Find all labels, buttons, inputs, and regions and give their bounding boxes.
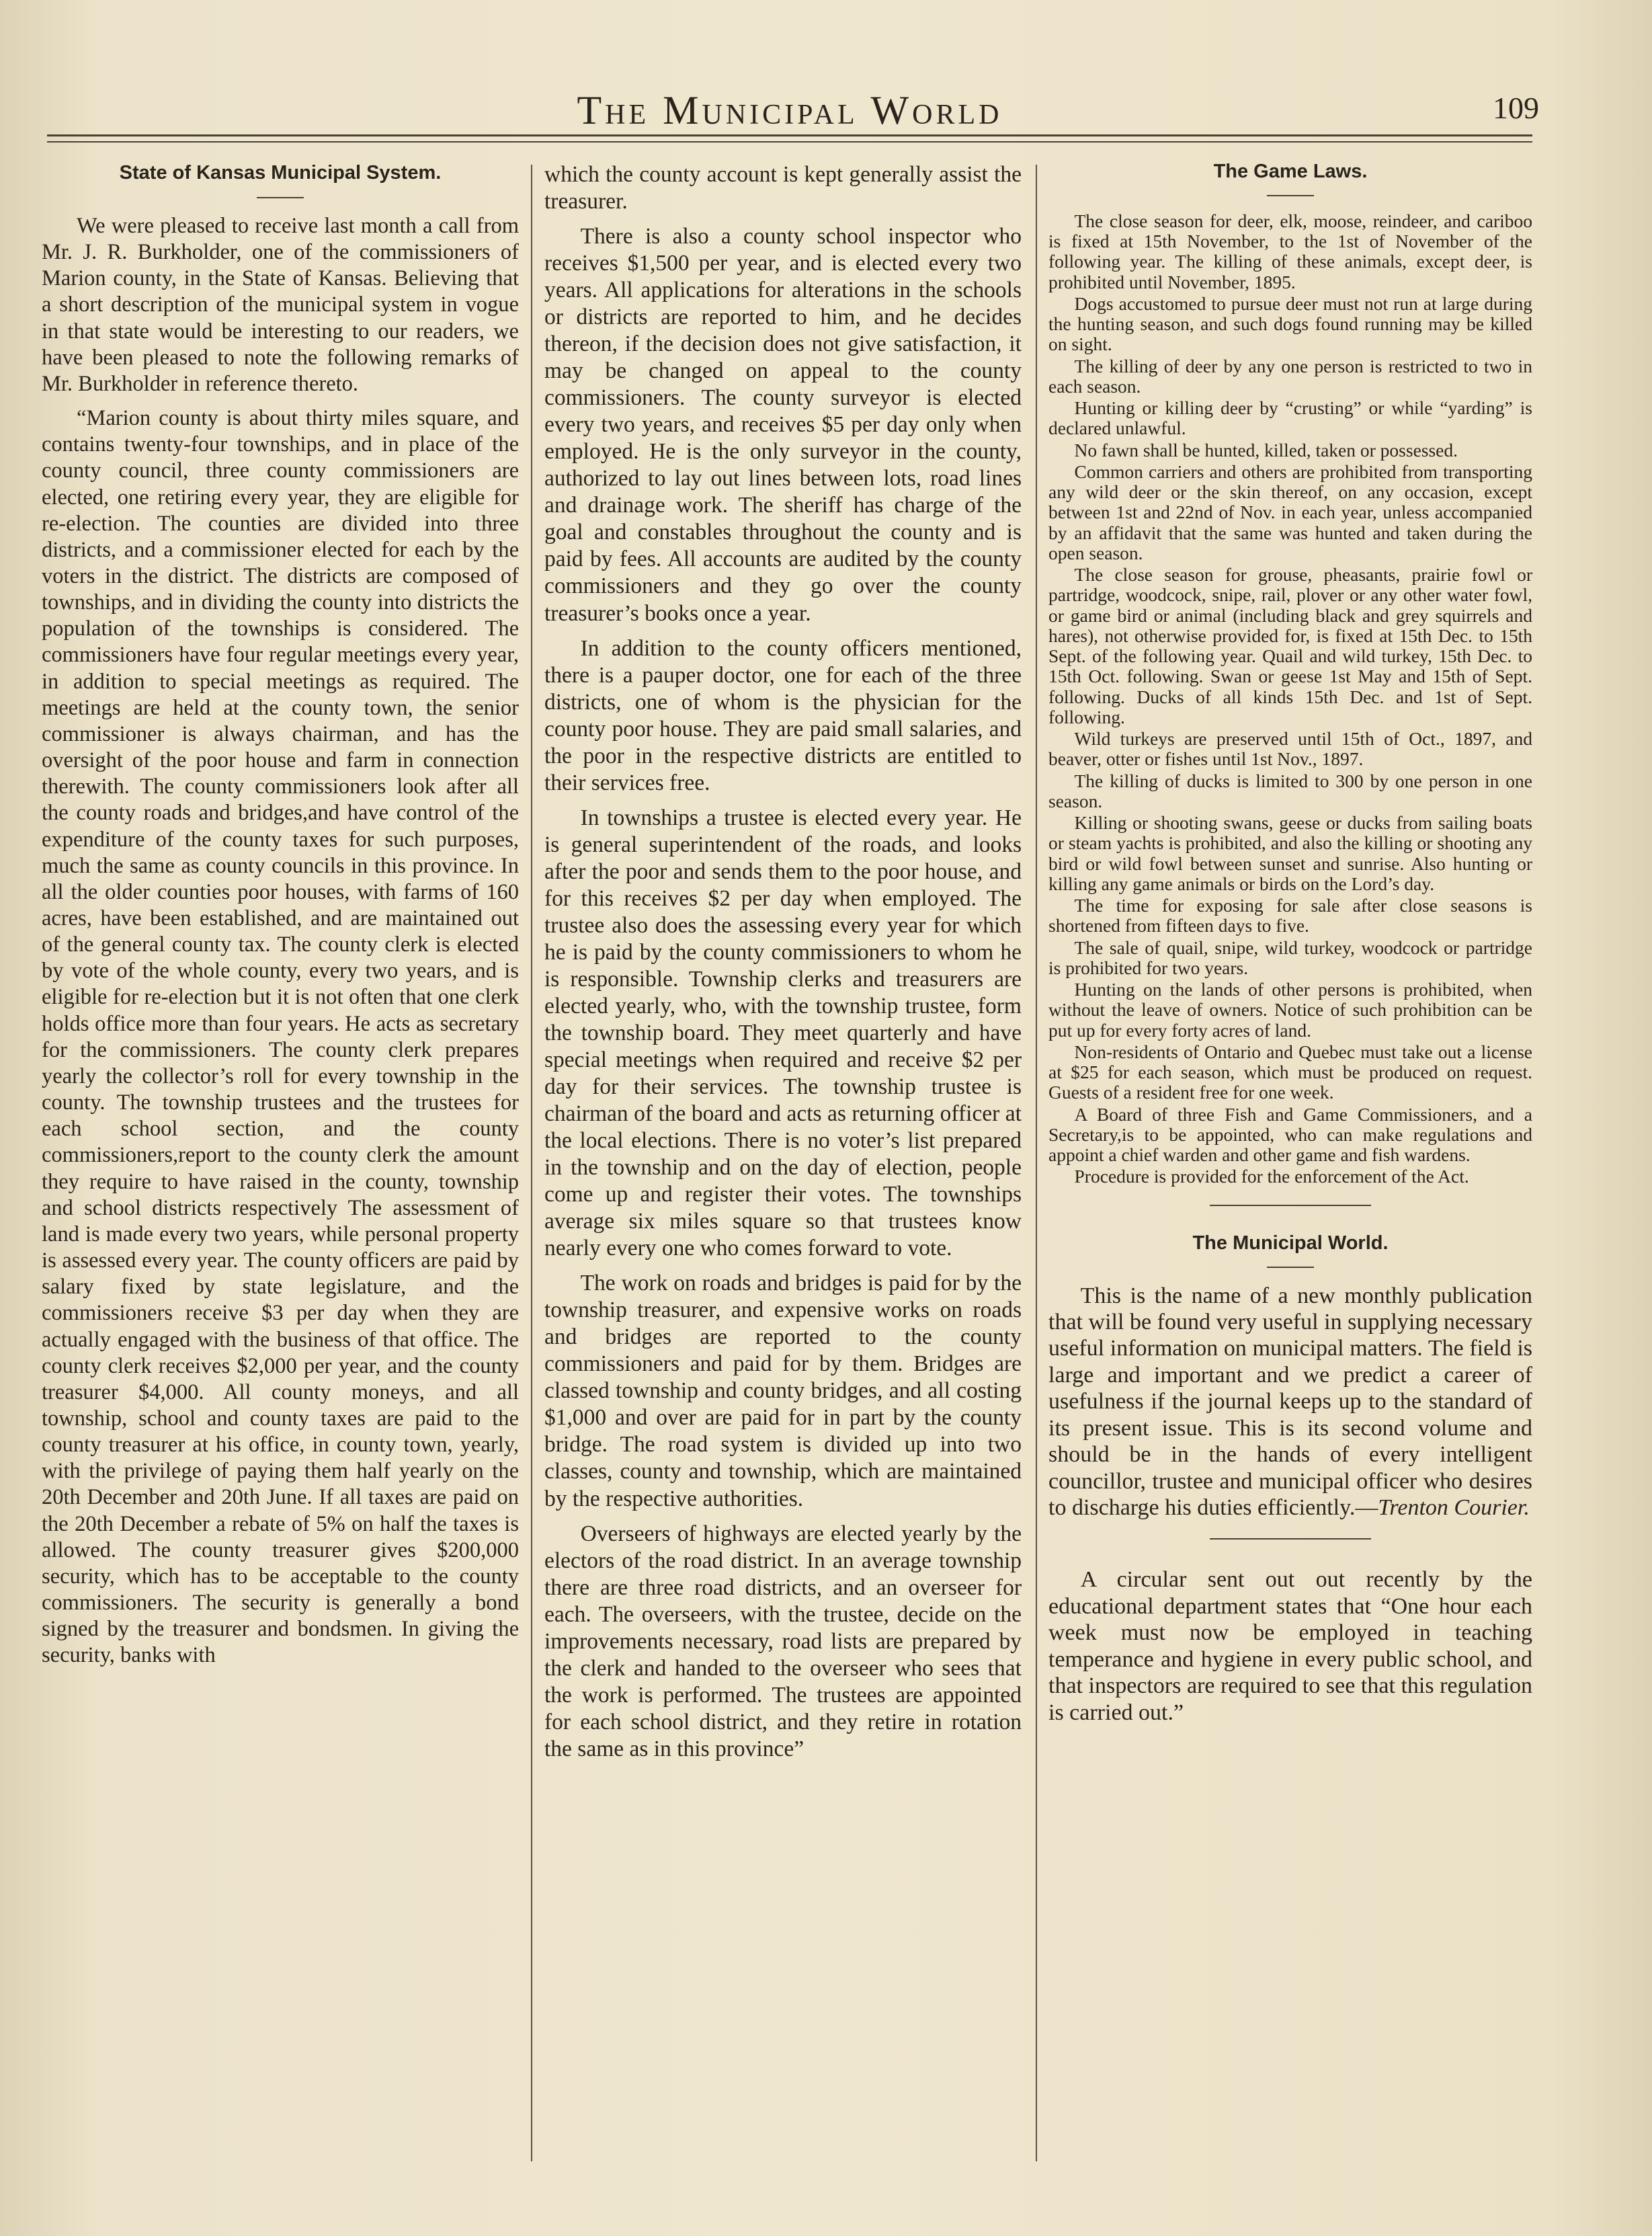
- paragraph: Killing or shooting swans, geese or ducks from sailing boats or steam yachts is prohibited, and also the killing or shooting any bird or wild fowl between sunset and sunrise. Also hunting or killing any game animals or birds on the Lord’s day.: [1048, 812, 1532, 894]
- paragraph: The close season for grouse, pheasants, prairie fowl or partridge, woodcock, snipe, rail, plover or any other water fowl, or game bird or animal (including black and grey squirrels and hares), not otherwise provided for, is fixed at 15th Dec. to 15th Sept. of the following year. Quail and wild turkey, 15th Dec. to 15th Oct. following. Swan or geese 1st May and 15th of Sept. following. Ducks of all kinds 15th Dec. and 1st of Sept. following.: [1048, 564, 1532, 727]
- header-rule-thin: [47, 141, 1532, 143]
- paragraph: The work on roads and bridges is paid for by the township treasurer, and expensive works on roads and bridges are reported to the county commissioners and paid for by them. Bridges are classed township and county bridges, and all costing $1,000 and over are paid for in part by the county bridge. The road system is divided up into two classes, county and township, which are maintained by the respective authorities.: [544, 1271, 1022, 1511]
- article-title-municipal-world: The Municipal World.: [1192, 1232, 1389, 1254]
- article-title-kansas: State of Kansas Municipal System.: [119, 162, 442, 184]
- column-divider: [531, 165, 532, 2161]
- paragraph: “Marion county is about thirty miles square, and contains twenty-four townships, and in place of the county council, three county commissioners are elected, one retiring every year, they are eligible for re-election. The counties are divided into three districts, and a commissioner elected for each by the voters in the district. The districts are composed of townships, and in dividing the county into districts the population of the townships is considered. The commissioners have four regular meetings every year, in addition to special meetings as required. The meetings are held at the county town, the senior commissioner is always chairman, and has the oversight of the poor house and farm in connection therewith. The county commissioners look after all the county roads and bridges,and have control of the expenditure of the county taxes for such purposes, much the same as county councils in this province. In all the older counties poor houses, with farms of 160 acres, have been established, and are maintained out of the general county tax. The county clerk is elected by vote of the whole county, every two years, and is eligible for re-election but it is not often that one clerk holds office more than four years. He acts as secretary for the commissioners. The county clerk prepares yearly the collector’s roll for every township in the county. The township trustees and the trustees for each school section, and the county commissioners,report to the county clerk the amount they require to have raised in the county, township and school districts respectively The assessment of land is made every two years, while personal property is assessed every year. The county officers are paid by salary fixed by state legislature, and the commissioners receive $3 per day when they are actually engaged with the business of that office. The county clerk receives $2,000 per year, and the county treasurer $4,000. All county moneys, and all township, school and county taxes are paid to the county treasurer at his office, in county town, yearly, with the privilege of paying them half yearly on the 20th December and 20th June. If all taxes are paid on the 20th December a rebate of 5% on half the taxes is allowed. The county treasurer gives $200,000 security, which has to be acceptable to the county commissioners. The security is generally a bond signed by the treasurer and bondsmen. In giving the security, banks with: [42, 406, 519, 1668]
- masthead: The Municipal World: [577, 88, 1003, 132]
- paragraph: There is also a county school inspector who receives $1,500 per year, and is elected every two years. All applications for alterations in the schools or districts are reported to him, and he decides thereon, if the decision does not give satisfaction, it may be changed on appeal to the county commissioners. The county surveyor is elected every two years, and receives $5 per day only when employed. He is the only surveyor in the county, authorized to lay out lines between lots, road lines and drainage work. The sheriff has charge of the goal and constables throughout the county and is paid by fees. All accounts are audited by the county commissioners and they go over the county treasurer’s books once a year.: [544, 224, 1022, 626]
- paragraph: The sale of quail, snipe, wild turkey, woodcock or partridge is prohibited for two years.: [1048, 936, 1532, 978]
- column-left: [42, 161, 519, 1677]
- paragraph: which the county account is kept generally assist the treasurer.: [544, 162, 1022, 214]
- paragraph: Procedure is provided for the enforcement of the Act.: [1074, 1166, 1469, 1187]
- section-divider: [1210, 1205, 1371, 1206]
- column-middle: [544, 161, 1022, 1771]
- title-divider: [257, 197, 304, 198]
- title-divider: [1267, 195, 1314, 196]
- lower-section: [1048, 1283, 1532, 1726]
- paragraph: The killing of ducks is limited to 300 by one person in one season.: [1048, 770, 1532, 811]
- paragraph: Wild turkeys are preserved until 15th of Oct., 1897, and beaver, otter or fishes until 1st Nov., 1897.: [1048, 728, 1532, 770]
- paragraph: A circular sent out out recently by the educational department states that “One hour each week must now be employed in teaching temperance and hygiene in every public school, and that inspectors are required to see that this regulation is carried out.”: [1048, 1567, 1532, 1725]
- paragraph: No fawn shall be hunted, killed, taken or possessed.: [1074, 439, 1458, 461]
- paragraph: In addition to the county officers mentioned, there is a pauper doctor, one for each of the three districts, one of whom is the physician for the county poor house. They are paid small salaries, and the poor in the respective districts are entitled to their services free.: [544, 635, 1022, 795]
- page-header: [40, 87, 1539, 141]
- paragraph: The time for exposing for sale after close seasons is shortened from fifteen days to five.: [1048, 895, 1532, 936]
- paragraph: Hunting or killing deer by “crusting” or while “yarding” is declared unlawful.: [1048, 397, 1532, 439]
- page-number: 109: [1493, 91, 1539, 125]
- paragraph: Non-residents of Ontario and Quebec must take out a license at $25 for each season, which must be produced on request. Guests of a resident free for one week.: [1048, 1041, 1532, 1103]
- paragraph: The killing of deer by any one person is restricted to two in each season.: [1048, 355, 1532, 397]
- paragraph: A Board of three Fish and Game Commissioners, and a Secretary,is to be appointed, who can make regulations and appoint a chief warden and other game and fish wardens.: [1048, 1103, 1532, 1166]
- paragraph: [1048, 1283, 1532, 1521]
- header-rule-thick: [47, 134, 1532, 136]
- title-divider: [1267, 1267, 1314, 1268]
- source-citation: Trenton Courier.: [1378, 1495, 1530, 1521]
- column-divider: [1036, 165, 1037, 2161]
- paragraph: Dogs accustomed to pursue deer must not run at large during the hunting season, and such dogs found running may be killed on sight.: [1048, 292, 1532, 355]
- paragraph: The close season for deer, elk, moose, reindeer, and cariboo is fixed at 15th November, to the 1st of November of the following year. The killing of these animals, except deer, is prohibited until November, 1895.: [1048, 210, 1532, 292]
- section-divider: [1210, 1538, 1371, 1540]
- column-right: [1048, 161, 1532, 1738]
- paragraph: Overseers of highways are elected yearly by the electors of the road district. In an average township there are three road districts, and an overseer for each. The overseers, with the trustee, decide on the improvements necessary, road lists are prepared by the clerk and handed to the overseer who sees that the work is performed. The trustees are appointed for each school district, and they retire in rotation the same as in this province”: [544, 1521, 1022, 1761]
- mw-text: This is the name of a new monthly publication that will be found very useful in supplying necessary useful information on municipal matters. The field is large and important and we predict a career of usefulness if the journal keeps up to the standard of its present issue. This is its second volume and should be in the hands of every intelligent councillor, trustee and municipal officer who desires to discharge his duties efficiently.—: [1048, 1283, 1532, 1521]
- paragraph: Hunting on the lands of other persons is prohibited, when without the leave of owners. Notice of such prohibition can be put up for every forty acres of land.: [1048, 979, 1532, 1041]
- paragraph: In townships a trustee is elected every year. He is general superintendent of the roads, and looks after the poor and sends them to the poor house, and for this receives $2 per day when employed. The trustee also does the assessing every year for which he is paid by the county commissioners to whom he is responsible. Township clerks and treasurers are elected yearly, who, with the township trustee, form the township board. They meet quarterly and have special meetings when required and receive $2 per day for their services. The township trustee is chairman of the board and acts as returning officer at the local elections. There is no voter’s list prepared in the township and on the day of election, people come up and register their votes. The townships average six miles square so that trustees know nearly every one who comes forward to vote.: [544, 805, 1022, 1261]
- paragraph: Common carriers and others are prohibited from transporting any wild deer or the skin thereof, on any occasion, except between 1st and 22nd of Nov. in each year, unless accompanied by an affidavit that the same was hunted and taken during the open season.: [1048, 461, 1532, 563]
- article-title-game-laws: The Game Laws.: [1213, 161, 1368, 182]
- paragraph: We were pleased to receive last month a call from Mr. J. R. Burkholder, one of the commissioners of Marion county, in the State of Kansas. Believing that a short description of the municipal system in vogue in that state would be interesting to our readers, we have been pleased to note the following remarks of Mr. Burkholder in reference thereto.: [42, 213, 519, 396]
